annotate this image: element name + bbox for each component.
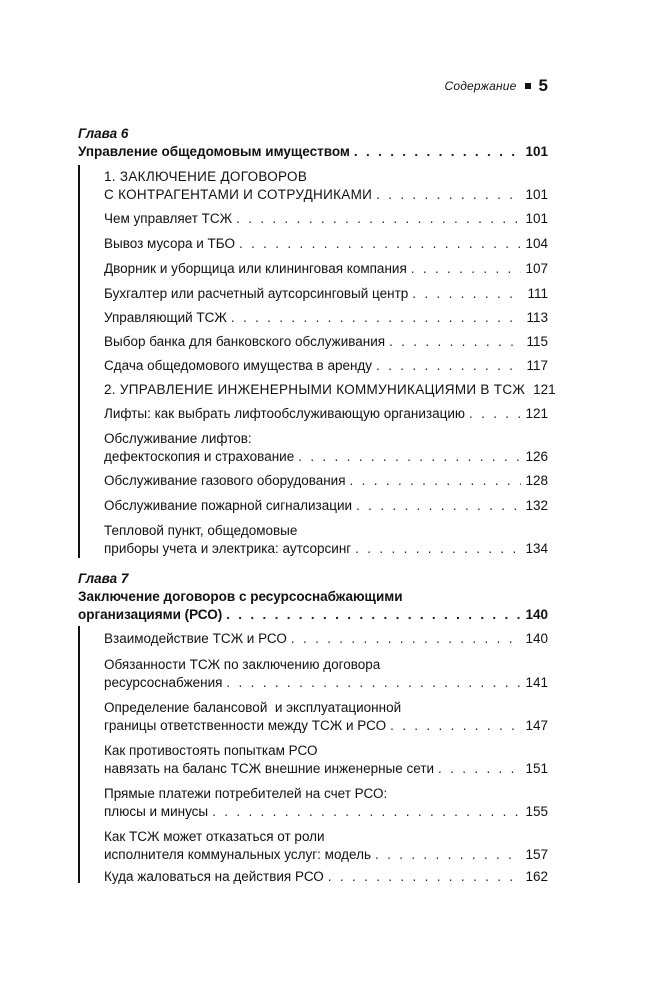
toc-entry[interactable] [104,868,548,885]
leader-dots [411,260,522,277]
chapter-7-side-rule [78,626,80,883]
leader-dots [239,235,521,252]
entry-text: Дворник и уборщица или клининговая компания [104,261,407,276]
chapter-title: организациями (РСО) [78,607,223,622]
page-ref: 147 [525,718,548,733]
leader-dots [469,405,521,422]
entry-text: Выбор банка для банковского обслуживания [104,334,386,349]
toc-entry[interactable] [104,210,548,227]
entry-text: навязать на баланс ТСЖ внешние инженерные сети [104,761,435,776]
page-ref: 107 [525,261,548,276]
page-ref: 162 [525,869,548,884]
leader-dots [438,760,521,777]
leader-dots [236,210,521,227]
leader-dots [298,448,521,465]
leader-dots [412,285,522,302]
leader-dots [350,472,522,489]
leader-dots [376,357,522,374]
entry-text: Обязанности ТСЖ по заключению договора [104,657,381,672]
entry-text: дефектоскопия и страхование [104,449,295,464]
toc-entry-line [104,430,548,447]
toc-entry-line [104,742,548,759]
chapter-title: Управление общедомовым имуществом [78,144,350,159]
chapter-7-label: Глава 7 [78,571,129,586]
toc-entry[interactable] [104,803,548,820]
leader-dots [328,868,522,885]
leader-dots [291,630,522,647]
page-ref: 115 [526,334,548,349]
toc-entry-line [104,828,548,845]
toc-entry[interactable] [104,717,548,734]
leader-dots [226,674,521,691]
entry-text: Лифты: как выбрать лифтообслуживающую организацию [104,406,465,421]
page-ref: 101 [525,187,548,202]
page-ref: 101 [525,211,548,226]
toc-entry[interactable] [104,381,556,398]
toc-entry-line [104,656,548,673]
entry-text: Управляющий ТСЖ [104,310,227,325]
page-ref: 128 [525,473,548,488]
entry-text: Прямые платежи потребителей на счет РСО: [104,786,388,801]
entry-text: Как ТСЖ может отказаться от роли [104,829,325,844]
entry-text: приборы учета и электрика: аутсорсинг [104,541,352,556]
entry-text: Вывоз мусора и ТБО [104,236,235,251]
chapter-6-label: Глава 6 [78,126,129,141]
page-ref: 117 [526,358,548,373]
toc-entry[interactable] [104,630,548,647]
toc-entry[interactable] [104,285,548,302]
toc-entry[interactable] [104,235,548,252]
page-ref: 111 [527,286,548,301]
chapter-title: Заключение договоров с ресурсоснабжающими [78,589,403,604]
toc-entry[interactable] [104,186,548,203]
page-ref: 140 [525,607,548,622]
toc-entry-line [104,168,548,185]
chapter-6-title-row[interactable] [78,143,548,160]
chapter-7-title-line [78,588,548,605]
leader-dots [375,846,521,863]
entry-text: ресурсоснабжения [104,675,223,690]
leader-dots [226,606,521,623]
leader-dots [354,143,522,160]
running-header [444,76,548,96]
entry-text: Сдача общедомового имущества в аренду [104,358,373,373]
toc-entry[interactable] [104,846,548,863]
entry-text: Куда жаловаться на действия РСО [104,869,324,884]
page-ref: 121 [525,406,548,421]
page-ref: 134 [525,541,548,556]
toc-entry[interactable] [104,448,548,465]
page-ref: 141 [525,675,548,690]
leader-dots [212,803,521,820]
square-bullet-icon [525,83,531,89]
toc-entry[interactable] [104,760,548,777]
leader-dots [356,497,521,514]
page-ref: 113 [526,310,548,325]
leader-dots [355,540,521,557]
entry-text: Обслуживание газового оборудования [104,473,346,488]
entry-text: 2. УПРАВЛЕНИЕ ИНЖЕНЕРНЫМИ КОММУНИКАЦИЯМИ В ТСЖ [104,382,526,397]
toc-entry[interactable] [104,333,548,350]
chapter-7-title-row[interactable] [78,606,548,623]
toc-entry[interactable] [104,405,548,422]
leader-dots [390,717,521,734]
page-ref: 151 [525,761,548,776]
running-title: Содержание [444,79,517,93]
entry-text: Как противостоять попыткам РСО [104,743,318,758]
entry-text: Обслуживание пожарной сигнализации [104,498,353,513]
toc-entry[interactable] [104,309,548,326]
page-ref: 104 [525,236,548,251]
toc-entry[interactable] [104,357,548,374]
entry-text: Тепловой пункт, общедомовые [104,523,298,538]
toc-entry[interactable] [104,472,548,489]
entry-text: Бухгалтер или расчетный аутсорсинговый центр [104,286,409,301]
toc-entry-line [104,785,548,802]
page-ref: 126 [525,449,548,464]
leader-dots [389,333,522,350]
entry-text: С КОНТРАГЕНТАМИ И СОТРУДНИКАМИ [104,187,373,202]
page-ref: 155 [525,804,548,819]
entry-text: границы ответственности между ТСЖ и РСО [104,718,387,733]
entry-text: Чем управляет ТСЖ [104,211,233,226]
page-ref: 157 [525,847,548,862]
entry-text: 1. ЗАКЛЮЧЕНИЕ ДОГОВОРОВ [104,169,308,184]
page-ref: 121 [533,382,556,397]
leader-dots [231,309,522,326]
entry-text: исполнителя коммунальных услуг: модель [104,847,372,862]
toc-entry-line [104,699,548,716]
page-number: 5 [538,76,548,95]
entry-text: Взаимодействие ТСЖ и РСО [104,631,287,646]
page-ref: 132 [525,498,548,513]
page-ref: 101 [525,144,548,159]
toc-entry-line [104,522,548,539]
entry-text: Обслуживание лифтов: [104,431,252,446]
toc-entry[interactable] [104,497,548,514]
toc-entry[interactable] [104,540,548,557]
page-ref: 140 [525,631,548,646]
toc-entry[interactable] [104,674,548,691]
entry-text: плюсы и минусы [104,804,209,819]
toc-entry[interactable] [104,260,548,277]
entry-text: Определение балансовой и эксплуатационной [104,700,402,715]
chapter-6-side-rule [78,165,80,558]
leader-dots [376,186,521,203]
